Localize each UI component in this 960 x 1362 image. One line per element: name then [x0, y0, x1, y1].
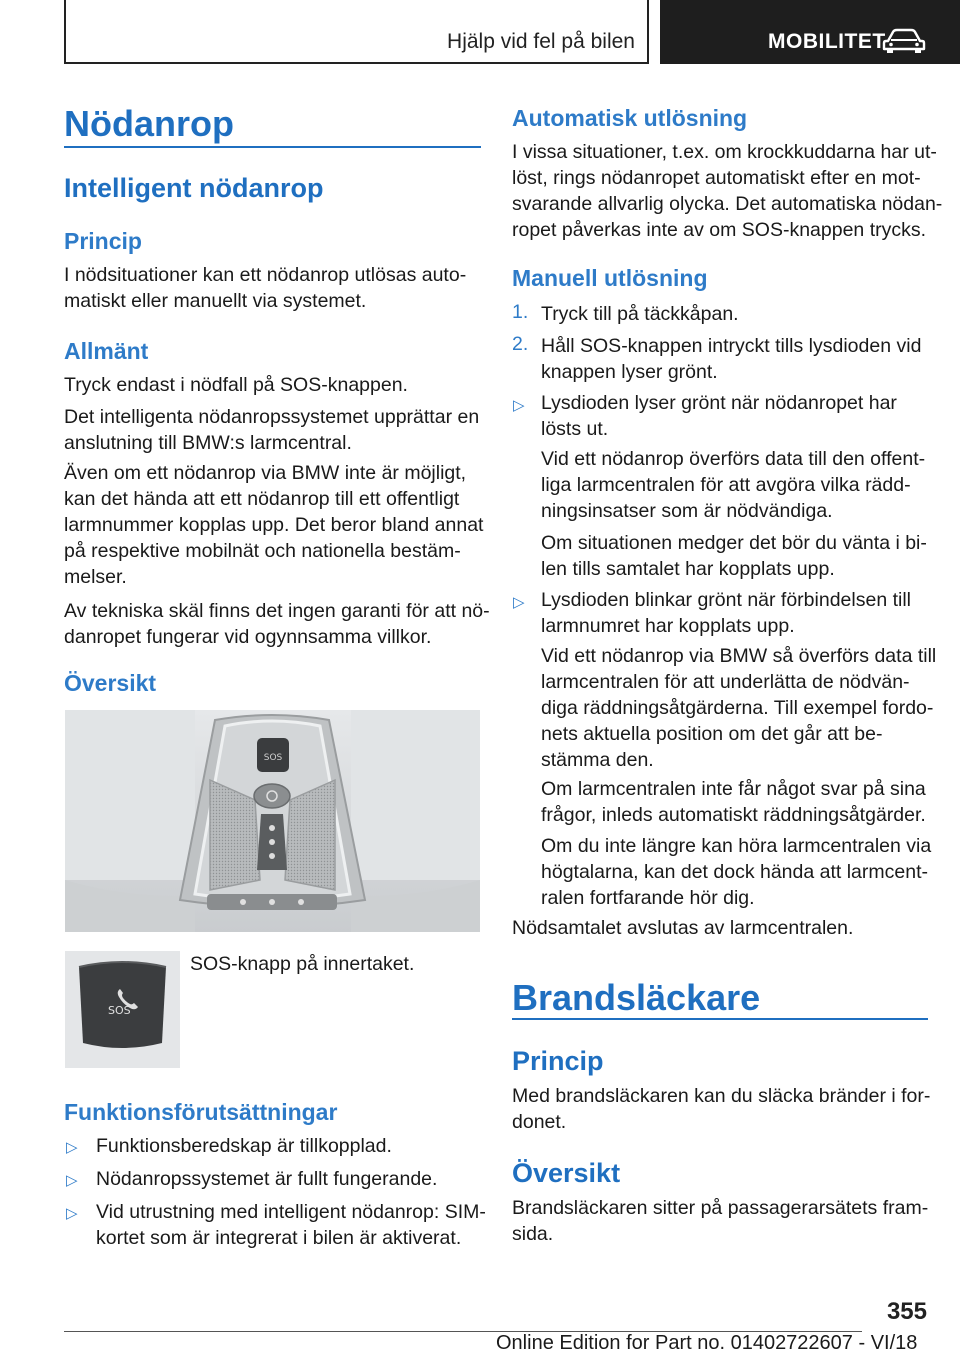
bullet-2-para-3: Om du inte längre kan höra larmcentralen via högtalarna, kan det dock hända att larmcent- ralen fortfarande hör dig. [541, 835, 932, 909]
page-number: 355 [886, 1298, 927, 1325]
heading-oversikt-2: Översikt [512, 1158, 621, 1188]
bullet-2-text: Lysdioden blinkar grönt när förbindelsen till larmnumret har kopplats upp. [541, 589, 911, 637]
svg-text:SOS: SOS [263, 753, 283, 763]
heading-allmant: Allmänt [64, 338, 149, 364]
allmant-text-1: Tryck endast i nödfall på SOS-knappen. [64, 374, 408, 396]
allmant-text-4: Av tekniska skäl finns det ingen garanti för att nö- danropet fungerar vid ogynnsamma villkor. [64, 600, 490, 648]
end-text: Nödsamtalet avslutas av larmcentralen. [512, 917, 854, 939]
bullet-2-para-1: Vid ett nödanrop via BMW så överförs data till larmcentralen för att underlätta de nödvän- diga räddningsåtgärderna. Till exempel fordo- nets aktuella position om det går att be- stämma den. [541, 645, 937, 771]
bullet-1-para-1: Vid ett nödanrop överförs data till den offent- liga larmcentralen för att avgöra vilka rädd- ningsinsatser som är nödvändiga. [541, 448, 926, 522]
bullet-2-para-2: Om larmcentralen inte får något svar på sina frågor, inleds automatiskt räddningsåtgärder. [541, 778, 926, 826]
funk-item-1: Funktionsberedskap är tillkopplad. [96, 1135, 392, 1157]
brandslackare-rule [512, 1018, 928, 1020]
step-2-text: Håll SOS-knappen intryckt tills lysdioden vid knappen lyser grönt. [541, 335, 922, 383]
footer-edition: Online Edition for Part no. 01402722607 - VI/18 [496, 1332, 918, 1354]
allmant-text-2: Det intelligenta nödanropssystemet upprättar en anslutning till BMW:s larmcentral. [64, 406, 480, 454]
triangle-bullet-icon: ▷ [66, 1172, 78, 1189]
allmant-text-3: Även om ett nödanrop via BMW inte är möjligt, kan det hända att ett nödanrop till ett offentligt larmnummer kopplas upp. Det beror bland annat på respektive mobilnät och nationella bestäm- melser. [64, 462, 484, 588]
heading-manuell: Manuell utlösning [512, 265, 708, 291]
triangle-bullet-icon: ▷ [66, 1205, 78, 1222]
funk-item-2: Nödanropssystemet är fullt fungerande. [96, 1168, 438, 1190]
section-heading-intelligent: Intelligent nödanrop [64, 173, 324, 203]
header-section-tab [64, 0, 649, 64]
heading-automatisk: Automatisk utlösning [512, 105, 748, 131]
step-number: 2. [512, 333, 529, 355]
brandslackare-title: Brandsläckare [512, 977, 761, 1018]
bullet-1-para-2: Om situationen medger det bör du vänta i bi- len tills samtalet har kopplats upp. [541, 532, 927, 580]
princip-text: I nödsituationer kan ett nödanrop utlösas auto- matiskt eller manuellt via systemet. [64, 264, 467, 312]
bullet-1-text: Lysdioden lyser grönt när nödanropet har lösts ut. [541, 392, 897, 440]
header-section-label: Hjälp vid fel på bilen [447, 30, 635, 53]
header-chapter-tab [660, 0, 960, 64]
step-1-text: Tryck till på täckkåpan. [541, 303, 739, 325]
heading-princip: Princip [64, 228, 142, 254]
triangle-bullet-icon: ▷ [513, 594, 525, 611]
heading-princip-2: Princip [512, 1046, 604, 1076]
sos-label: SOS [108, 1004, 131, 1017]
sos-caption: SOS-knapp på innertaket. [190, 953, 415, 975]
car-icon [882, 28, 926, 54]
roof-console-image [65, 710, 480, 932]
automatisk-text: I vissa situationer, t.ex. om krockkuddarna har ut- löst, rings nödanropet automatiskt efter en mot- svarande allvarlig olycka. Det automatiska nödan- ropet påverkas inte av om SOS-knappen trycks. [512, 141, 943, 241]
header-chapter-label: MOBILITET [768, 30, 886, 53]
step-number: 1. [512, 301, 529, 323]
funk-item-3: Vid utrustning med intelligent nödanrop: SIM- kortet som är integrerat i bilen är aktiverat. [96, 1201, 486, 1249]
heading-funktionsforutsattningar: Funktionsförutsättningar [64, 1099, 338, 1125]
oversikt-2-text: Brandsläckaren sitter på passagerarsätets fram- sida. [512, 1197, 929, 1245]
heading-oversikt: Översikt [64, 670, 157, 696]
title-rule [64, 146, 481, 148]
princip-2-text: Med brandsläckaren kan du släcka bränder i for- donet. [512, 1085, 931, 1133]
page-title: Nödanrop [64, 103, 234, 144]
triangle-bullet-icon: ▷ [513, 397, 525, 414]
triangle-bullet-icon: ▷ [66, 1139, 78, 1156]
